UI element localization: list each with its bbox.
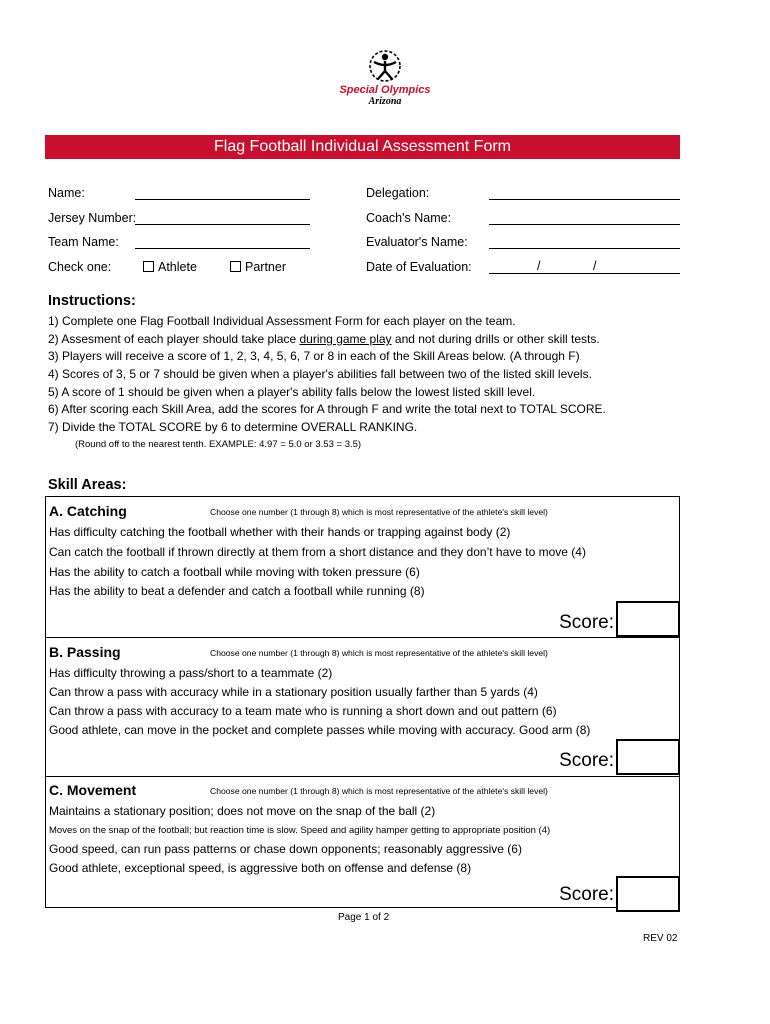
partner-label: Partner [245,260,286,274]
org-name: Special Olympics [339,84,431,96]
section-hint: Choose one number (1 through 8) which is most representative of the athlete's skill level) [210,786,548,796]
evaluator-name-field[interactable] [489,248,680,249]
org-state: Arizona [368,96,402,107]
section-title-movement: C. Movement [49,782,137,798]
instruction-line: 7) Divide the TOTAL SCORE by 6 to determine OVERALL RANKING. [48,420,418,434]
skill-areas-heading: Skill Areas: [48,477,127,493]
skill-item: Moves on the snap of the football; but reaction time is slow. Speed and agility hamper getting to appropriate position (4) [49,825,551,836]
score-label: Score: [559,612,614,633]
skill-item: Can throw a pass with accuracy to a team mate who is running a short down and out pattern (6) [49,704,557,718]
special-olympics-figure-icon [367,48,403,84]
score-label: Score: [559,884,614,905]
section-title-passing: B. Passing [49,644,121,660]
special-olympics-logo [330,48,440,107]
team-name-label: Team Name: [48,235,119,249]
athlete-checkbox[interactable] [143,261,154,272]
instruction-line: 6) After scoring each Skill Area, add the scores for A through F and write the total next to TOTAL SCORE. [48,402,606,416]
skill-item: Good speed, can run pass patterns or chase down opponents; reasonably aggressive (6) [49,842,522,856]
partner-checkbox[interactable] [230,261,241,272]
date-separator: / [593,259,597,273]
jersey-number-label: Jersey Number: [48,211,137,225]
skill-item: Can catch the football if thrown directly at them from a short distance and they don’t have to move (4) [49,545,586,559]
skill-item: Good athlete, can move in the pocket and complete passes while moving with accuracy. Good arm (8) [49,723,591,737]
instruction-line: 1) Complete one Flag Football Individual Assessment Form for each player on the team. [48,314,516,328]
section-divider [45,637,680,638]
score-label: Score: [559,750,614,771]
skill-item: Has the ability to catch a football while moving with token pressure (6) [49,565,420,579]
score-input-movement[interactable] [616,876,680,912]
emphasis-text: during game play [299,332,392,346]
skill-item: Can throw a pass with accuracy while in a stationary position usually farther than 5 yards (4) [49,685,538,699]
skill-item: Has difficulty catching the football whether with their hands or trapping against body (2) [49,525,511,539]
coach-name-label: Coach's Name: [366,211,452,225]
team-name-field[interactable] [135,248,310,249]
athlete-label: Athlete [158,260,197,274]
section-divider [45,776,680,777]
delegation-label: Delegation: [366,186,430,200]
instructions-heading: Instructions: [48,293,136,309]
name-field[interactable] [135,199,310,200]
date-of-evaluation-label: Date of Evaluation: [366,260,472,274]
score-input-passing[interactable] [616,739,680,775]
page-number: Page 1 of 2 [338,912,390,923]
date-separator: / [537,259,541,273]
date-of-evaluation-field[interactable] [489,273,680,274]
instruction-line: 2) Assesment of each player should take place during game play and not during drills or other skill tests. [48,332,600,346]
rounding-note: (Round off to the nearest tenth. EXAMPLE: 4.97 = 5.0 or 3.53 = 3.5) [75,439,362,450]
name-label: Name: [48,186,85,200]
skill-item: Has the ability to beat a defender and catch a football while running (8) [49,584,425,598]
instruction-line: 3) Players will receive a score of 1, 2, 3, 4, 5, 6, 7 or 8 in each of the Skill Areas below. (A through F) [48,349,580,363]
instruction-line: 5) A score of 1 should be given when a player's ability falls below the lowest listed skill level. [48,385,536,399]
skill-item: Has difficulty throwing a pass/short to a teammate (2) [49,666,333,680]
evaluator-name-label: Evaluator's Name: [366,235,468,249]
skill-item: Good athlete, exceptional speed, is aggressive both on offense and defense (8) [49,861,472,875]
delegation-field[interactable] [489,199,680,200]
section-hint: Choose one number (1 through 8) which is most representative of the athlete's skill level) [210,507,548,517]
revision-label: REV 02 [643,933,678,944]
form-title: Flag Football Individual Assessment Form [45,135,680,159]
skill-item: Maintains a stationary position; does not move on the snap of the ball (2) [49,804,436,818]
score-input-catching[interactable] [616,601,680,637]
section-hint: Choose one number (1 through 8) which is most representative of the athlete's skill level) [210,648,548,658]
jersey-number-field[interactable] [135,224,310,225]
section-title-catching: A. Catching [49,503,127,519]
instruction-line: 4) Scores of 3, 5 or 7 should be given when a player's abilities fall between two of the listed skill levels. [48,367,592,381]
coach-name-field[interactable] [489,224,680,225]
check-one-label: Check one: [48,260,112,274]
